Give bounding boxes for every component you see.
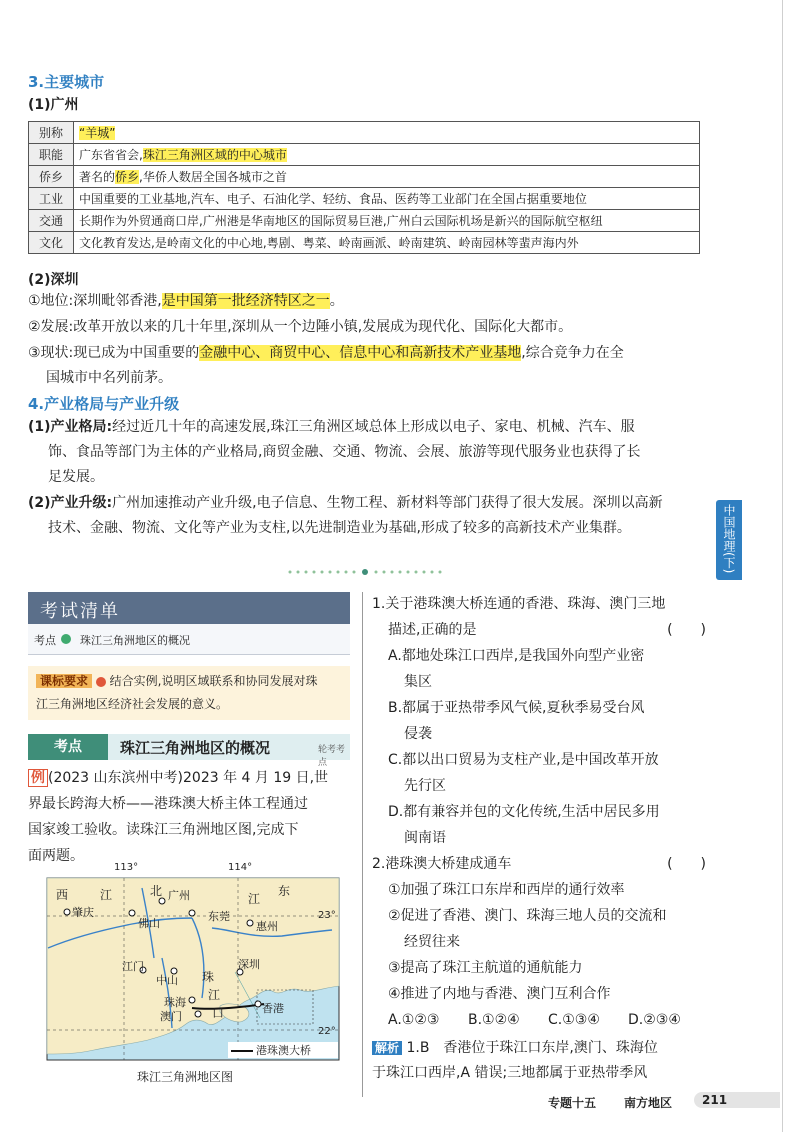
- guangzhou-row-value: [74, 232, 700, 254]
- q2-choice-a[interactable]: A.①②③: [388, 1012, 440, 1028]
- guangzhou-row-pre: 中国重要的工业基地,汽车、电子、石油化学、轻纺、食品、医药等工业部门在全国占据重要地位: [79, 192, 587, 206]
- answer-text2: 于珠江口西岸,A 错误;三地都属于亚热带季风: [372, 1065, 648, 1081]
- q2-statement-3: ③提高了珠江主航道的通航能力: [388, 960, 583, 976]
- topic-bar: [28, 734, 350, 768]
- guangzhou-row-post: ,华侨人数居全国各城市之首: [139, 170, 287, 184]
- shenzhen-p1-pre: ①地位:深圳毗邻香港,: [28, 293, 162, 309]
- guangzhou-row: [29, 232, 700, 254]
- guangzhou-row-pre: 文化教育发达,是岭南文化的中心地,粤剧、粤菜、岭南画派、岭南建筑、岭南园林等蜚声海内外: [79, 236, 579, 250]
- exam-point-bar: [28, 624, 350, 655]
- curriculum-text1: 结合实例,说明区域联系和协同发展对珠: [109, 674, 318, 688]
- map-label-kou: 口: [212, 1006, 225, 1020]
- answer-line1: [372, 1036, 658, 1061]
- shenzhen-p3-highlight: 金融中心、商贸中心、信息中心和高新技术产业基地: [199, 345, 522, 361]
- q1-answer-blank[interactable]: ( ): [667, 622, 706, 638]
- section-divider: [285, 568, 445, 576]
- example-text2: 界最长跨海大桥——港珠澳大桥主体工程通过: [28, 796, 308, 812]
- industry-upgrade-text1: 广州加速推动产业升级,电子信息、生物工程、新材料等部门获得了很大发展。深圳以高新: [112, 495, 663, 511]
- exam-point-label: 考点: [34, 634, 56, 647]
- q2-choice-d[interactable]: D.②③④: [628, 1012, 681, 1028]
- city-shenzhen: 深圳: [238, 958, 260, 971]
- prd-map: [42, 862, 342, 1068]
- map-label-xi: 西: [56, 888, 69, 902]
- industry-upgrade-label: (2)产业升级:: [28, 495, 113, 511]
- chapter-side-tab-label: 中国地理(下): [722, 504, 736, 574]
- guangzhou-row: [29, 144, 700, 166]
- city-macao: 澳门: [160, 1010, 182, 1023]
- q1-option-c-line1[interactable]: C.都以出口贸易为支柱产业,是中国改革开放: [388, 752, 659, 768]
- footer-region: 南方地区: [624, 1096, 673, 1110]
- city-zhuhai: 珠海: [164, 996, 186, 1009]
- q2-statement-2-line1: ②促进了香港、澳门、珠海三地人员的交流和: [388, 908, 667, 924]
- red-dot-icon: [96, 677, 106, 687]
- industry-upgrade-line2: 技术、金融、物流、文化等产业为支柱,以先进制造业为基础,形成了较多的高新技术产业集群。: [48, 520, 631, 536]
- page-edge: [782, 0, 783, 1132]
- city-guangzhou: 广州: [168, 889, 190, 902]
- guangzhou-row-hl: “羊城”: [79, 126, 116, 140]
- curriculum-line1: [36, 670, 318, 692]
- map-legend: [228, 1042, 338, 1058]
- industry-pattern-line1: [28, 415, 718, 439]
- answer-text1: 1.B 香港位于珠江口东岸,澳门、珠海位: [406, 1040, 658, 1056]
- q1-option-d-line2: 闽南语: [404, 830, 446, 846]
- shenzhen-p1-post: 。: [329, 293, 344, 309]
- city-dongguan: 东莞: [208, 910, 230, 923]
- city-zhaoqing: 肇庆: [72, 906, 94, 919]
- exam-list-header: [28, 592, 350, 624]
- green-dot-icon: [61, 634, 71, 644]
- guangzhou-table: [28, 121, 700, 254]
- guangzhou-row-pre: 长期作为外贸通商口岸,广州港是华南地区的国际贸易巨港,广州白云国际机场是新兴的国际航空枢纽: [79, 214, 603, 228]
- example-intro-line1: [28, 766, 353, 791]
- q1-option-a-line1[interactable]: A.都地处珠江口西岸,是我国外向型产业密: [388, 648, 645, 664]
- topic-title: 珠江三角洲地区的概况: [120, 739, 271, 757]
- map-label-jiang1: 江: [100, 888, 113, 902]
- map-label-bei: 北: [150, 884, 163, 898]
- section-4-title: 4.产业格局与产业升级: [28, 395, 180, 413]
- shenzhen-current-line1: [28, 341, 624, 365]
- q1-option-a-line2: 集区: [404, 674, 432, 690]
- chapter-side-tab[interactable]: [716, 500, 742, 580]
- q2-stem: [372, 852, 706, 877]
- q1-option-d-line1[interactable]: D.都有兼容并包的文化传统,生活中居民多用: [388, 804, 660, 820]
- map-label-jiang2: 江: [248, 892, 261, 906]
- industry-upgrade-line1: [28, 491, 718, 515]
- column-divider: [362, 592, 363, 1097]
- q1-option-b-line1[interactable]: B.都属于亚热带季风气候,夏秋季易受台风: [388, 700, 645, 716]
- topic-tag: 考点: [28, 734, 108, 760]
- industry-pattern-label: (1)产业格局:: [28, 419, 113, 435]
- guangzhou-row-key: 工业: [29, 188, 74, 210]
- exam-list-title: 考试清单: [40, 601, 120, 622]
- map-caption: 珠江三角洲地区图: [137, 1070, 234, 1084]
- q1-option-b-line2: 侵袭: [404, 726, 432, 742]
- shenzhen-p1-highlight: 是中国第一批经济特区之一: [161, 293, 330, 309]
- lon-label-113: 113°: [114, 862, 139, 873]
- shenzhen-development: ②发展:改革开放以来的几十年里,深圳从一个边陲小镇,发展成为现代化、国际化大都市。: [28, 319, 573, 335]
- city-foshan: 佛山: [138, 917, 160, 930]
- q2-stem-text: 2.港珠澳大桥建成通车: [372, 856, 512, 872]
- guangzhou-row-pre: 广东省省会,: [79, 148, 143, 162]
- curriculum-tag: 课标要求: [36, 674, 92, 688]
- guangzhou-title: (1)广州: [28, 97, 79, 113]
- industry-pattern-line2: 饰、食品等部门为主体的产业格局,商贸金融、交通、物流、会展、旅游等现代服务业也获得了长: [48, 444, 641, 460]
- q2-statement-2-line2: 经贸往来: [404, 934, 460, 950]
- bridge-legend-line: [231, 1050, 253, 1052]
- guangzhou-row: [29, 122, 700, 144]
- lat-label-23: 23°: [318, 910, 336, 921]
- guangzhou-row-hl: 珠江三角洲区域的中心城市: [142, 148, 287, 162]
- guangzhou-row-key: 文化: [29, 232, 74, 254]
- q1-stem-line2: [388, 618, 706, 643]
- city-zhongshan: 中山: [156, 974, 178, 987]
- example-text1: (2023 山东滨州中考)2023 年 4 月 19 日,世: [48, 770, 329, 786]
- map-label-jiang3: 江: [208, 988, 221, 1002]
- lon-label-114: 114°: [228, 862, 253, 873]
- example-text3: 国家竣工验收。读珠江三角洲地区图,完成下: [28, 822, 299, 838]
- guangzhou-row-pre: 著名的: [79, 170, 116, 184]
- example-tag: 例: [28, 769, 48, 787]
- guangzhou-row: [29, 188, 700, 210]
- answer-tag: 解析: [372, 1041, 402, 1055]
- shenzhen-p3-post: ,综合竞争力在全: [521, 345, 624, 361]
- guangzhou-row: [29, 166, 700, 188]
- footer-page-number: 211: [694, 1092, 780, 1108]
- q1-stem-text: 描述,正确的是: [388, 622, 477, 638]
- footer-topic: 专题十五: [548, 1096, 597, 1110]
- q1-stem-line1: 1.关于港珠澳大桥连通的香港、珠海、澳门三地: [372, 596, 666, 612]
- exam-point-text: 珠江三角洲地区的概况: [80, 634, 190, 647]
- shenzhen-status-line: [28, 289, 344, 313]
- q2-choice-b[interactable]: B.①②④: [468, 1012, 520, 1028]
- map-label-zhu: 珠: [202, 970, 215, 984]
- guangzhou-row-key: 职能: [29, 144, 74, 166]
- guangzhou-row-key: 别称: [29, 122, 74, 144]
- section-3-title: 3.主要城市: [28, 73, 105, 91]
- guangzhou-row-value: [74, 122, 700, 144]
- shenzhen-title: (2)深圳: [28, 272, 79, 288]
- industry-pattern-text1: 经过近几十年的高速发展,珠江三角洲区域总体上形成以电子、家电、机械、汽车、服: [112, 419, 635, 435]
- lat-label-22: 22°: [318, 1026, 336, 1037]
- q2-statement-1: ①加强了珠江口东岸和西岸的通行效率: [388, 882, 625, 898]
- city-huizhou: 惠州: [256, 920, 278, 933]
- city-hongkong: 香港: [262, 1002, 284, 1015]
- q2-answer-blank[interactable]: ( ): [667, 856, 706, 872]
- prd-map-svg: [42, 868, 342, 1068]
- guangzhou-row-key: 侨乡: [29, 166, 74, 188]
- guangzhou-row-value: [74, 210, 700, 232]
- curriculum-text2: 江三角洲地区经济社会发展的意义。: [36, 697, 229, 711]
- example-text4: 面两题。: [28, 848, 84, 864]
- q2-choice-c[interactable]: C.①③④: [548, 1012, 600, 1028]
- guangzhou-row-key: 交通: [29, 210, 74, 232]
- shenzhen-current-line2: 国城市中名列前茅。: [46, 370, 172, 386]
- map-label-dong: 东: [278, 884, 291, 898]
- shenzhen-p3-pre: ③现状:现已成为中国重要的: [28, 345, 200, 361]
- guangzhou-row-value: [74, 188, 700, 210]
- q2-statement-4: ④推进了内地与香港、澳门互利合作: [388, 986, 611, 1002]
- guangzhou-row-hl: 侨乡: [115, 170, 140, 184]
- city-jiangmen: 江门: [122, 960, 144, 973]
- topic-note: 轮考考点: [318, 745, 346, 768]
- map-legend-label: 港珠澳大桥: [256, 1044, 311, 1057]
- guangzhou-row-value: [74, 166, 700, 188]
- guangzhou-row-value: [74, 144, 700, 166]
- q1-option-c-line2: 先行区: [404, 778, 446, 794]
- industry-pattern-line3: 足发展。: [48, 469, 104, 485]
- curriculum-requirement: [28, 666, 350, 720]
- guangzhou-row: [29, 210, 700, 232]
